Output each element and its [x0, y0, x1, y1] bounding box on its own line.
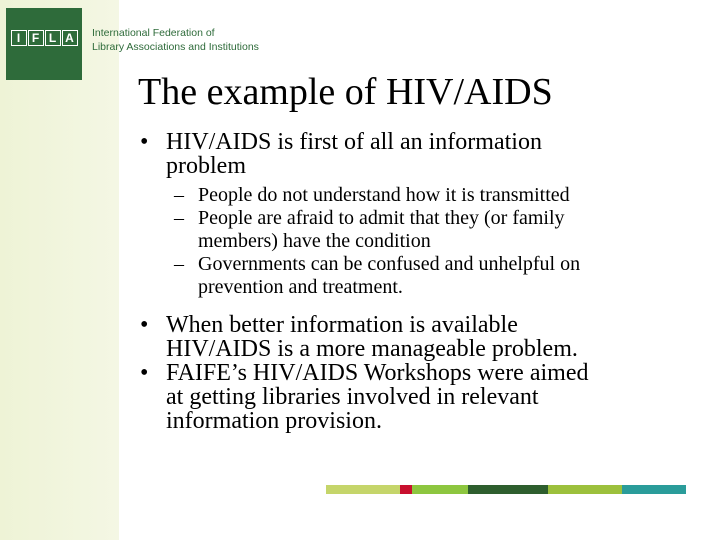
- bullet-2-line1: When better information is available: [166, 312, 518, 338]
- bullet-3-line1: FAIFE’s HIV/AIDS Workshops were aimed: [166, 360, 589, 386]
- org-name-line1: International Federation of: [92, 27, 215, 39]
- bullet-icon: •: [140, 129, 149, 155]
- sub-bullet-list: [140, 184, 700, 299]
- sub-bullet-1-line1: People do not understand how it is transmitted: [198, 184, 570, 206]
- sub-bullet-item-3: [140, 253, 700, 299]
- dash-icon: –: [174, 207, 184, 229]
- dash-icon: –: [174, 253, 184, 275]
- slide-content: [140, 130, 700, 433]
- color-bar-segment: [326, 485, 400, 494]
- spacer: [140, 299, 700, 313]
- organization-name: [92, 26, 259, 54]
- sidebar-panel: [0, 0, 119, 540]
- sub-bullet-3-line1: Governments can be confused and unhelpful on: [198, 253, 581, 275]
- sub-bullet-2-line1: People are afraid to admit that they (or family: [198, 207, 565, 229]
- dash-icon: –: [174, 184, 184, 206]
- logo-letter-i: I: [11, 30, 27, 46]
- ifla-logo: [6, 8, 82, 80]
- logo-letter-a: A: [62, 30, 78, 46]
- org-name-line2: Library Associations and Institutions: [92, 41, 259, 53]
- sub-bullet-2-line2: members) have the condition: [198, 230, 431, 252]
- logo-letters: [6, 30, 82, 46]
- sub-bullet-item-1: [140, 184, 700, 207]
- color-bar-segment: [622, 485, 686, 494]
- color-bar-segment: [412, 485, 468, 494]
- bullet-icon: •: [140, 312, 149, 338]
- bullet-3-line3: information provision.: [166, 408, 382, 434]
- bullet-item-2: [140, 313, 700, 361]
- color-bar-segment: [548, 485, 622, 494]
- bullet-item-1: [140, 130, 700, 178]
- bullet-1-line1: HIV/AIDS is first of all an information: [166, 129, 542, 155]
- color-bar-segment: [400, 485, 412, 494]
- logo-letter-l: L: [45, 30, 61, 46]
- color-bar-segment: [468, 485, 548, 494]
- bullet-icon: •: [140, 360, 149, 386]
- sub-bullet-item-2: [140, 207, 700, 253]
- logo-letter-f: F: [28, 30, 44, 46]
- sub-bullet-3-line2: prevention and treatment.: [198, 276, 403, 298]
- bullet-item-3: [140, 361, 700, 433]
- bullet-2-line2: HIV/AIDS is a more manageable problem.: [166, 336, 578, 362]
- slide-title: The example of HIV/AIDS: [138, 71, 553, 113]
- bullet-1-line2: problem: [166, 153, 246, 179]
- bullet-3-line2: at getting libraries involved in relevant: [166, 384, 539, 410]
